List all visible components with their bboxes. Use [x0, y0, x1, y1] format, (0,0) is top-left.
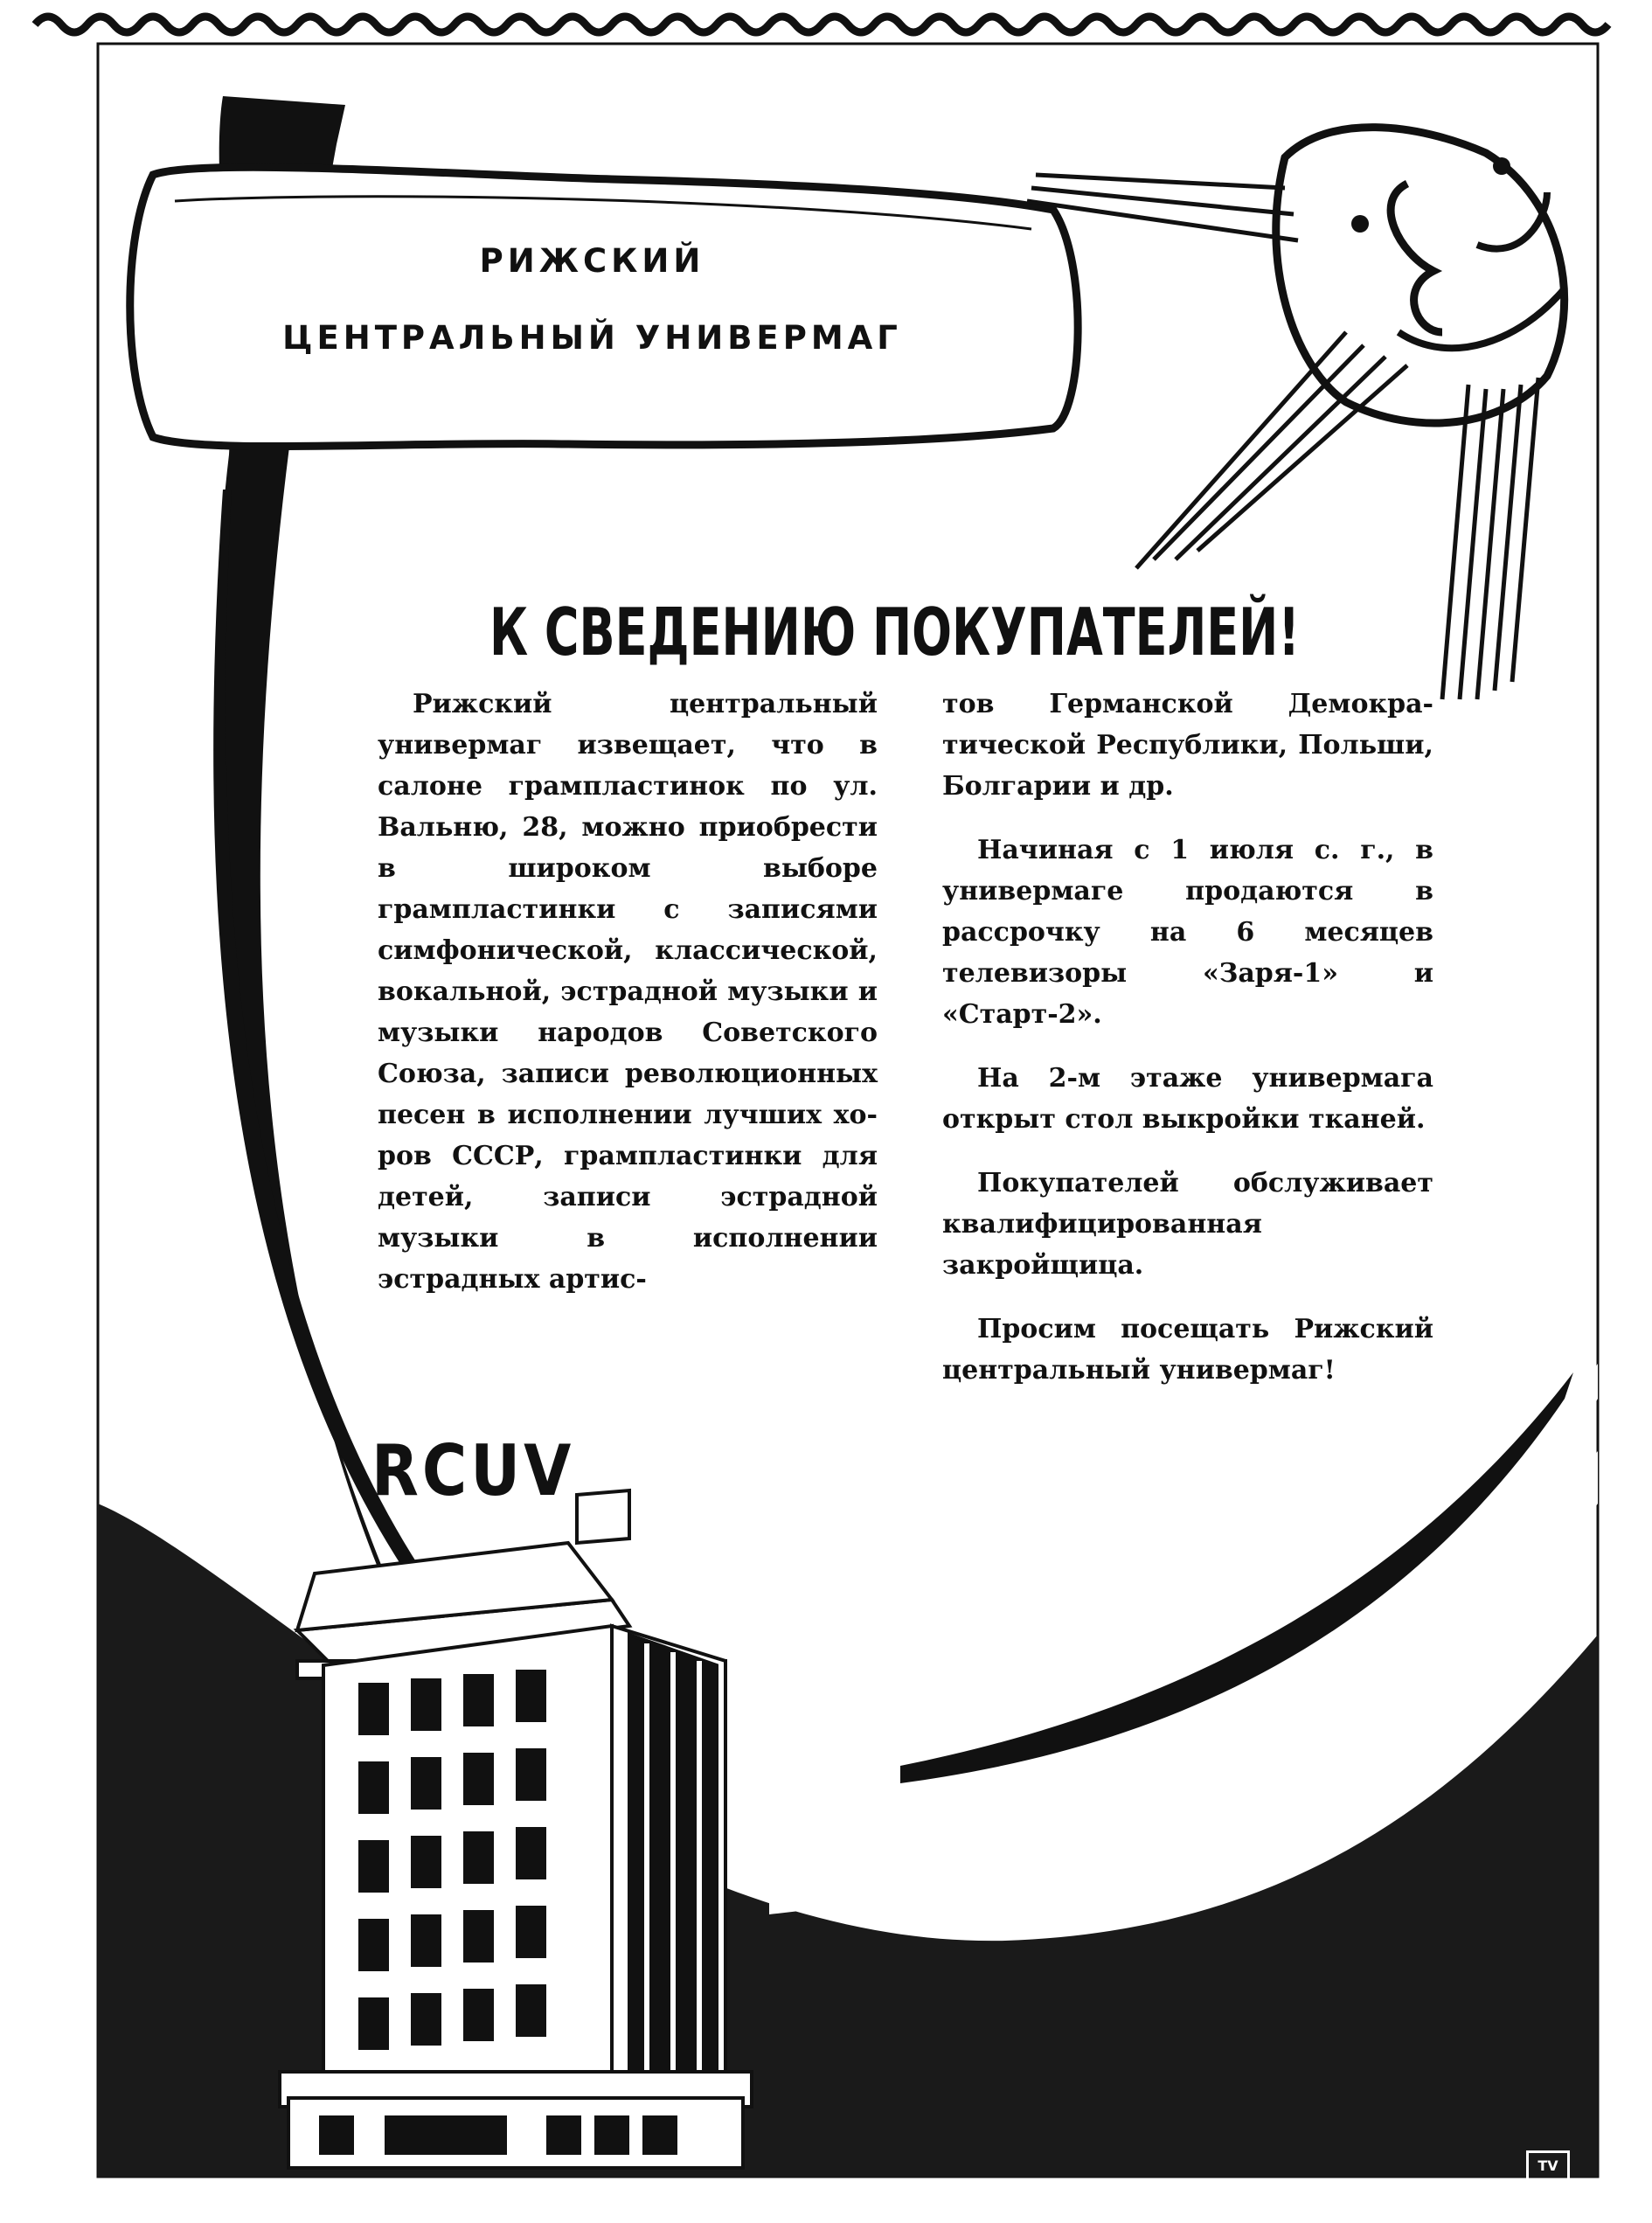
store-name-sign	[131, 223, 1053, 377]
building-sign-text: RCUV	[371, 1429, 575, 1512]
right-paragraph-5: Просим посещать Рижский центральный универмаг!	[942, 1314, 1433, 1386]
right-paragraph-2: Начиная с 1 июля с. г., в универмаге продаются в рассрочку на 6 месяцев телевизоры «Заря-1» и «Старт-2».	[942, 835, 1433, 1030]
sun-face-icon	[1276, 128, 1565, 423]
right-paragraph-3: На 2-м этаже универмага открыт стол выкройки тканей.	[942, 1063, 1433, 1135]
right-paragraph-1: тов Германской Демократической Республики, Польши, Болгарии и др.	[942, 689, 1433, 802]
artist-mark: TV	[1526, 2150, 1570, 2182]
headline: К СВЕДЕНИЮ ПОКУПАТЕЛЕЙ!	[489, 594, 1300, 671]
right-text-column	[942, 684, 1433, 1414]
left-paragraph-1: Рижский центральный универмаг извещает, что в салоне грампластинок по ул. Вальню, 28, можно приобрести в широком выборе грампластинки с записями симфонической, классической, вокальной, эстрадной музыки и музыки народов Советского Союза, записи революционных песен в исполнении лучших хоров СССР, грампластинки для детей, записи эстрадной музыки в исполнении эстрадных артис-	[378, 689, 878, 1295]
wavy-top-border	[35, 17, 1608, 32]
left-text-column	[378, 684, 878, 1323]
store-name-line-2: ЦЕНТРАЛЬНЫЙ УНИВЕРМАГ	[282, 319, 902, 357]
right-paragraph-4: Покупателей обслуживает квалифицированная закройщица.	[942, 1168, 1433, 1281]
store-name-line-1: РИЖСКИЙ	[479, 242, 705, 280]
